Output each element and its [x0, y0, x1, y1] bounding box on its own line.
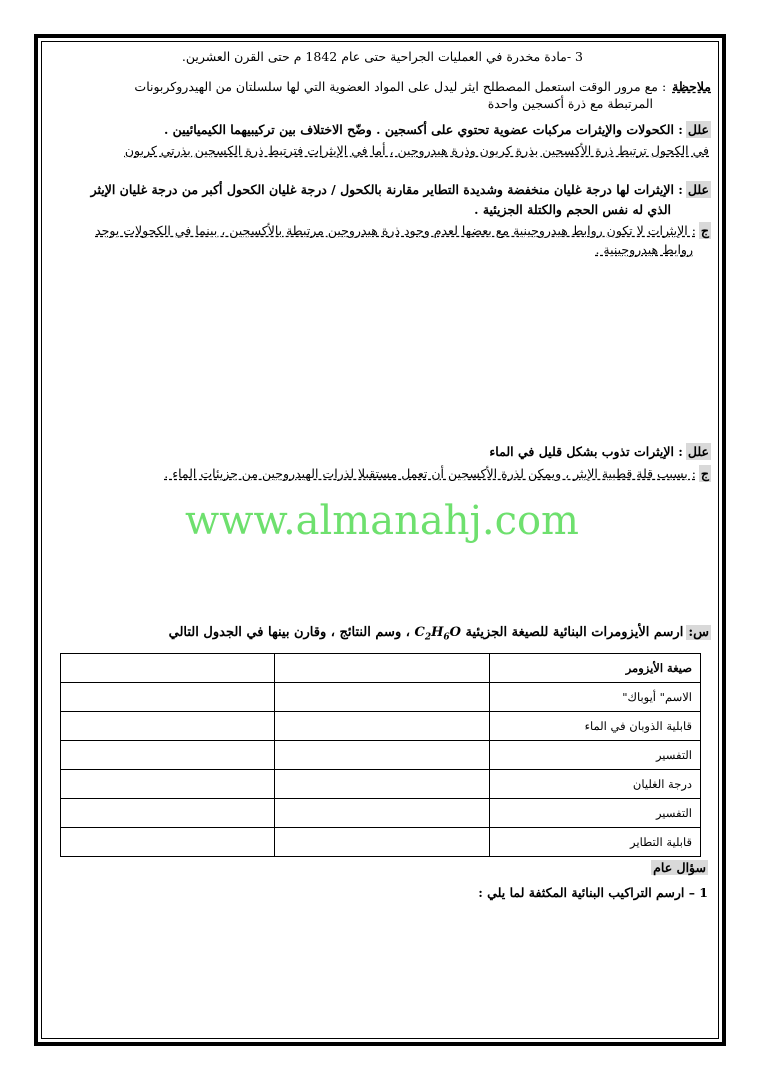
molecular-formula: $C_2H_6O$	[414, 625, 461, 643]
row-label-volatility: قابلية التطاير	[489, 828, 700, 857]
table-row	[61, 712, 701, 741]
table-cell[interactable]	[61, 828, 275, 857]
table-cell[interactable]	[61, 799, 275, 828]
q4-question	[169, 624, 711, 647]
q2-question-2: الذي له نفس الحجم والكتلة الجزيئية .	[474, 202, 671, 217]
q3-tag: علل	[687, 444, 709, 459]
table-row	[61, 799, 701, 828]
intro-line: 3 -مادة مخدرة في العمليات الجراحية حتى عام 1842 م حتى القرن العشرين.	[181, 49, 583, 64]
table-cell[interactable]	[275, 770, 489, 799]
table-cell[interactable]	[61, 712, 275, 741]
note-line-1	[134, 78, 711, 95]
q4-tag: س:	[688, 625, 709, 640]
note-line-2: المرتبطة مع ذرة أكسجين واحدة	[487, 96, 653, 111]
table-cell[interactable]	[61, 683, 275, 712]
row-label-formula: صيغة الأيزومر	[489, 654, 700, 683]
general-question-heading-wrap	[651, 857, 708, 876]
table-row	[61, 654, 701, 683]
q2-answer-1	[95, 222, 711, 239]
q2-text-1: : الإيثرات لها درجة غليان منخفضة وشديدة التطاير مقارنة بالكحول / درجة غليان الكحول أكبر من درجة غليان الإيثر	[90, 182, 683, 197]
row-label-boiling-point: درجة الغليان	[489, 770, 700, 799]
table-cell[interactable]	[275, 799, 489, 828]
q1-question	[164, 121, 711, 138]
row-label-explanation-2: التفسير	[489, 799, 700, 828]
table-cell[interactable]	[275, 712, 489, 741]
table-row	[61, 683, 701, 712]
row-label-solubility: قابلية الذوبان في الماء	[489, 712, 700, 741]
q4-text-after: ، وسم النتائج ، وقارن بينها في الجدول التالي	[168, 625, 410, 640]
q1-answer: في الكحول ترتبط ذرة الأكسجين بذرة كربون وذرة هيدروجين ، أما في الإيثرات فترتبط ذرة الكسجين بذرتي كربون	[124, 143, 709, 158]
q3-answer-text: : بسبب قلة قطبية الإيثر ، ويمكن لذرة الأكسجين أن تعمل مستقبلا لذرات الهيدروجين من جزيئات الماء .	[164, 466, 696, 481]
table-row	[61, 828, 701, 857]
q4-text-before: ارسم الأيزومرات البنائية للصيغة الجزيئية	[465, 625, 684, 640]
table-cell[interactable]	[61, 770, 275, 799]
q1-text: : الكحولات والإيثرات مركبات عضوية تحتوي على أكسجين . وضّح الاختلاف بين تركيبيهما الكيميائيين .	[163, 122, 683, 137]
note-label: ملاحظة	[672, 79, 711, 94]
q1-tag: علل	[687, 122, 709, 137]
q2-question-1	[91, 181, 711, 198]
row-label-explanation-1: التفسير	[489, 741, 700, 770]
q3-answer-tag: ج	[700, 466, 709, 481]
q2-tag: علل	[687, 182, 709, 197]
q3-answer	[164, 465, 711, 482]
watermark: www.almanahj.com	[184, 498, 579, 544]
q3-text: : الإيثرات تذوب بشكل قليل في الماء	[489, 444, 683, 459]
q2-answer-text-1: : الإيثرات لا تكون روابط هيدروجينية مع بعضها لعدم وجود ذرة هيدروجين مرتبطة بالأكسجين ، بينما في الكحولات يوجد	[95, 223, 696, 238]
table-cell[interactable]	[275, 828, 489, 857]
row-label-name: الاسم" أيوباك"	[489, 683, 700, 712]
q2-answer-2: روابط هيدروجينية .	[595, 242, 693, 257]
table-cell[interactable]	[61, 741, 275, 770]
general-question-item-1: 1 – ارسم التراكيب البنائية المكثفة لما يلي :	[478, 885, 708, 900]
isomer-comparison-table	[60, 653, 701, 857]
table-cell[interactable]	[275, 741, 489, 770]
note-text-1: : مع مرور الوقت استعمل المصطلح ايثر ليدل على المواد العضوية التي لها سلسلتان من الهيدروكربونات	[134, 79, 667, 94]
table-cell[interactable]	[275, 654, 489, 683]
table-cell[interactable]	[61, 654, 275, 683]
general-question-heading: سؤال عام	[653, 860, 706, 875]
table-row	[61, 741, 701, 770]
q3-question	[489, 443, 711, 460]
table-row	[61, 770, 701, 799]
table-cell[interactable]	[275, 683, 489, 712]
q2-answer-tag: ج	[700, 223, 709, 238]
